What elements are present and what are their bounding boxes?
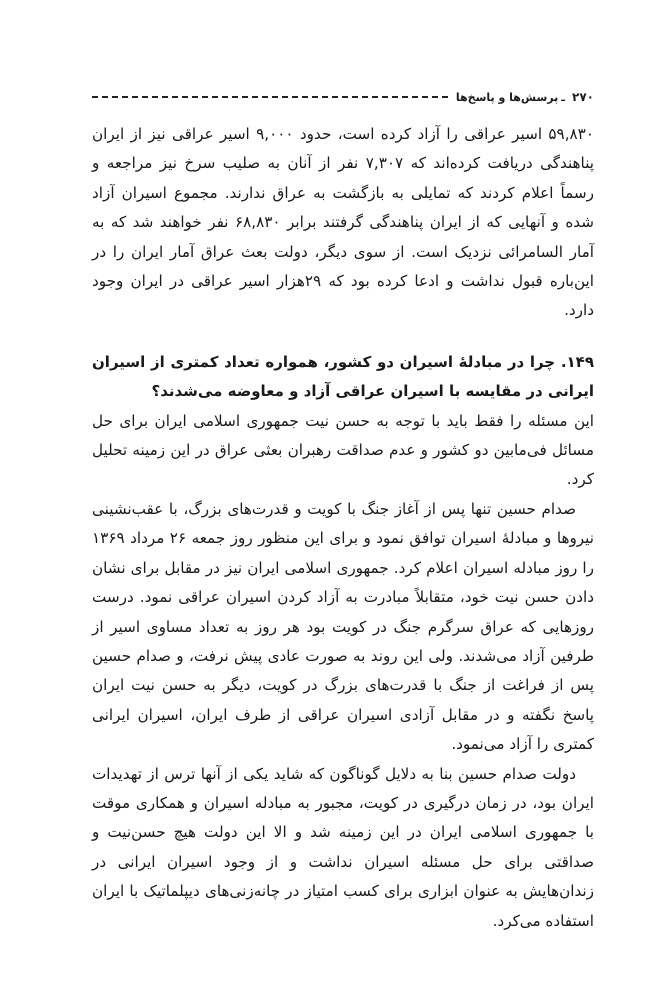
running-title: پرسش‌ها و پاسخ‌ها bbox=[455, 90, 559, 104]
running-header bbox=[92, 86, 594, 108]
question-text: چرا در مبادلهٔ اسیران دو کشور، همواره تعداد کمتری از اسیران ایرانی در مقایسه با اسیران عراقی آزاد و معاوضه می‌شدند؟ bbox=[92, 352, 594, 401]
answer-paragraph-2: صدام حسین تنها پس از آغاز جنگ با کویت و قدرت‌های بزرگ، با عقب‌نشینی نیروها و مبادلهٔ اسیران توافق نمود و برای این منظور روز جمعه ۲۶ مرداد ۱۳۶۹ را روز مبادله اسیران اعلام کرد. جمهوری اسلامی ایران نیز در مقابل برای نشان دادن حسن نیت خود، متقابلاً مبادرت به آزاد کردن اسیران عراقی نمود. درست روزهایی که عراق سرگرم جنگ در کویت بود هر روز به تعداد مساوی اسیر از طرفین آزاد می‌شدند. ولی این روند به صورت عادی پیش نرفت، و صدام حسین پس از فراغت از جنگ با قدرت‌های بزرگ در کویت، دیگر به حسن نیت ایران پاسخ نگفته و در مقابل آزادی اسیران عراقی از طرف ایران، اسیران ایرانی کمتری را آزاد می‌نمود. bbox=[92, 499, 594, 754]
answer-paragraph-1: این مسئله را فقط باید با توجه به حسن نیت جمهوری اسلامی ایران برای حل مسائل فی‌مابین دو کشور و عدم صداقت رهبران بعثی عراق در این زمینه تحلیل کرد. bbox=[92, 411, 594, 489]
book-page bbox=[92, 0, 594, 991]
intro-paragraph: ۵۹,۸۳۰ اسیر عراقی را آزاد کرده است، حدود ۹,۰۰۰ اسیر عراقی نیز از ایران پناهندگی دریافت کرده‌اند که ۷,۳۰۷ نفر از آنان به صلیب سرخ نیز مراجعه و رسماً اعلام کردند که تمایلی به بازگشت به عراق ندارند. مجموع اسیران آزاد شده و آنهایی که از ایران پناهندگی گرفتند برابر ۶۸,۸۳۰ نفر خواهند شد که به آمار السامرائی نزدیک است. از سوی دیگر، دولت بعث عراق آمار ایران را در این‌باره قبول نداشت و ادعا کرده بود که ۲۹هزار اسیر عراقی در ایران وجود دارد. bbox=[92, 125, 594, 320]
header-dashed-rule bbox=[92, 96, 448, 98]
question-heading bbox=[92, 348, 594, 407]
answer-paragraph-3: دولت صدام حسین بنا به دلایل گوناگون که شاید یکی از آنها ترس از تهدیدات ایران بود، در زمان درگیری در کویت، مجبور به مبادله اسیران و همکاری موقت با جمهوری اسلامی ایران در این زمینه شد و الا این دولت هیچ حسن‌نیت و صداقتی برای حل مسئله اسیران نداشت و از وجود اسیران ایرانی در زندان‌هایش به عنوان ابزاری برای کسب امتیاز در چانه‌زنی‌های دیپلماتیک با ایران استفاده می‌کرد. bbox=[92, 764, 594, 930]
page-number: ۲۷۰ bbox=[572, 90, 594, 104]
page-body bbox=[92, 120, 594, 936]
header-separator: ـ bbox=[561, 90, 566, 104]
question-number: ۱۴۹. bbox=[560, 352, 594, 371]
